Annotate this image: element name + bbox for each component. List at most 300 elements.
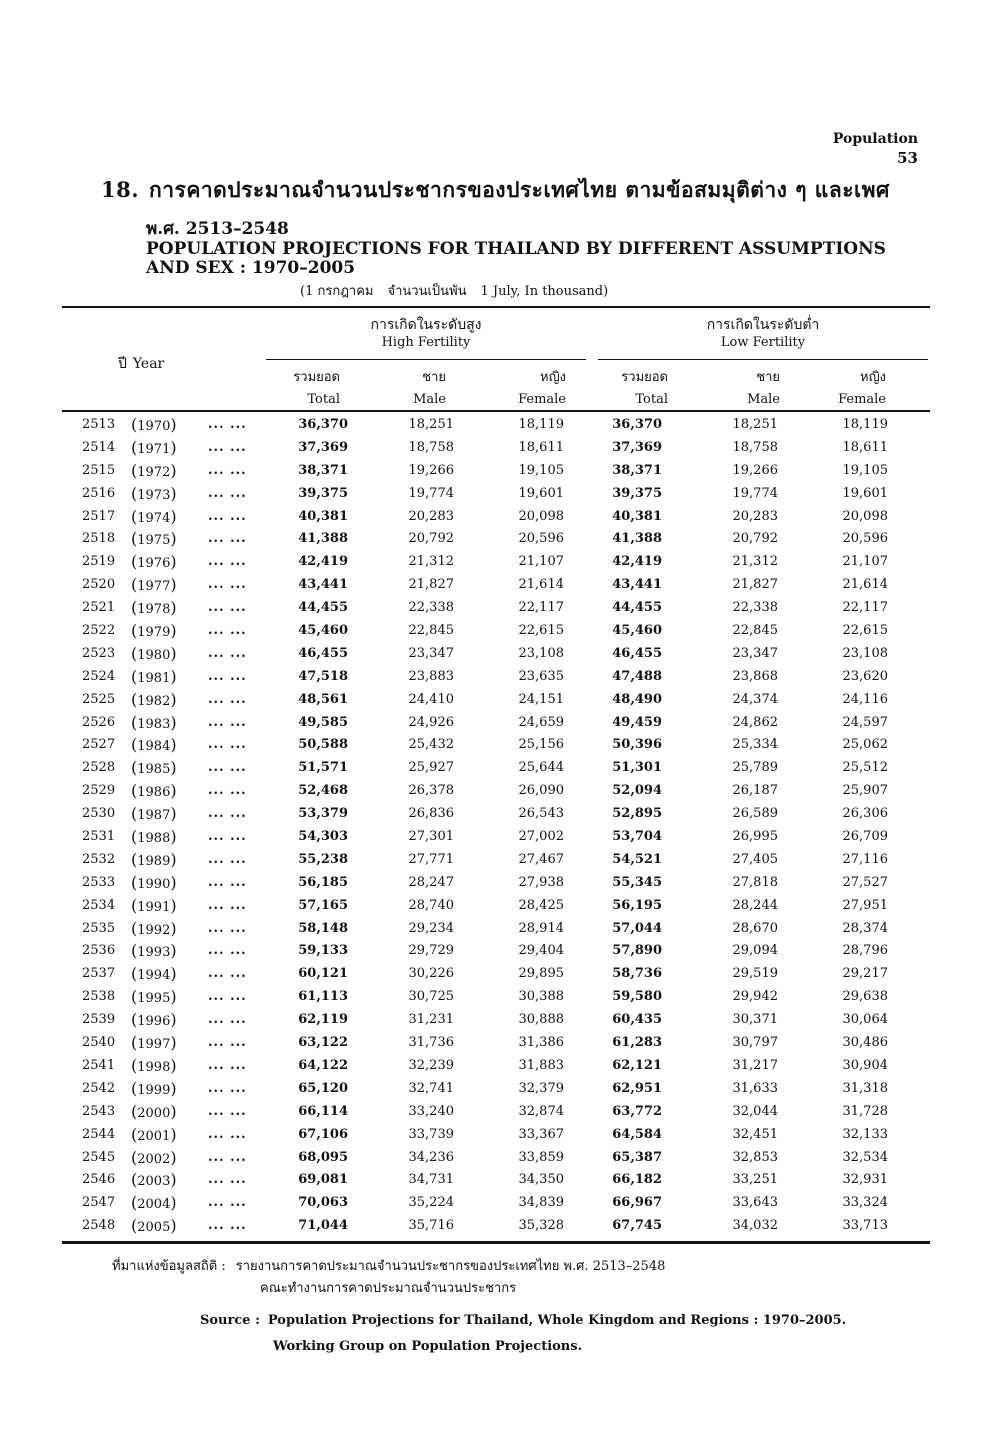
cell-high-male: 25,432	[408, 737, 454, 753]
cell-low-male: 33,643	[732, 1195, 778, 1211]
cell-high-total: 52,468	[298, 783, 348, 799]
col-en: Female	[518, 392, 566, 407]
year-ad-value: 2005	[137, 1220, 171, 1236]
leader-dots: ... ...	[208, 645, 247, 661]
cell-high-male: 33,240	[408, 1103, 454, 1119]
table-row	[0, 963, 990, 986]
leader-dots: ... ...	[208, 1218, 247, 1234]
cell-low-male: 23,347	[732, 645, 778, 661]
cell-high-female: 27,938	[518, 874, 564, 890]
table-row	[0, 849, 990, 872]
cell-low-male: 27,818	[732, 874, 778, 890]
cell-low-male: 22,338	[732, 600, 778, 616]
cell-low-female: 32,534	[842, 1149, 888, 1165]
cell-high-total: 43,441	[298, 577, 348, 593]
year-be: 2537	[82, 966, 116, 982]
cell-low-total: 42,419	[612, 554, 662, 570]
year-ad-value: 1995	[137, 991, 171, 1007]
table-row	[0, 1192, 990, 1215]
cell-high-female: 18,611	[518, 439, 564, 455]
table-row	[0, 551, 990, 574]
cell-high-total: 44,455	[298, 600, 348, 616]
leader-dots: ... ...	[208, 851, 247, 867]
year-ad: (1973)	[131, 483, 177, 503]
unit-thai: จำนวนเป็นพัน	[387, 284, 467, 299]
cell-high-total: 49,585	[298, 714, 348, 730]
cell-low-female: 30,904	[842, 1057, 888, 1073]
leader-dots: ... ...	[208, 806, 247, 822]
cell-low-total: 62,121	[612, 1057, 662, 1073]
year-be: 2548	[82, 1218, 116, 1234]
page-number: 53	[897, 149, 918, 167]
year-ad: (1984)	[131, 735, 177, 755]
cell-low-male: 21,827	[732, 577, 778, 593]
year-ad-value: 1991	[137, 899, 171, 915]
cell-low-female: 22,615	[842, 623, 888, 639]
cell-low-total: 54,521	[612, 851, 662, 867]
cell-high-male: 19,774	[408, 485, 454, 501]
cell-high-male: 19,266	[408, 462, 454, 478]
year-be: 2525	[82, 691, 116, 707]
cell-high-male: 34,236	[408, 1149, 454, 1165]
year-ad-value: 1976	[137, 556, 171, 572]
table-row	[0, 872, 990, 895]
cell-high-total: 37,369	[298, 439, 348, 455]
cell-high-female: 32,379	[518, 1080, 564, 1096]
cell-low-total: 66,182	[612, 1172, 662, 1188]
year-be: 2542	[82, 1080, 116, 1096]
cell-high-total: 58,148	[298, 920, 348, 936]
cell-low-total: 65,387	[612, 1149, 662, 1165]
cell-low-female: 23,108	[842, 645, 888, 661]
leader-dots: ... ...	[208, 577, 247, 593]
source-thai-line1: รายงานการคาดประมาณจำนวนประชากรของประเทศไทย พ.ศ. 2513–2548	[235, 1259, 666, 1274]
leader-dots: ... ...	[208, 1172, 247, 1188]
cell-high-total: 46,455	[298, 645, 348, 661]
year-ad-value: 1970	[137, 419, 171, 434]
cell-low-total: 46,455	[612, 645, 662, 661]
year-be: 2546	[82, 1172, 116, 1188]
table-row	[0, 712, 990, 735]
cell-low-female: 30,064	[842, 1012, 888, 1028]
year-ad-value: 1977	[137, 579, 171, 595]
cell-low-total: 38,371	[612, 462, 662, 478]
group-en: High Fertility	[381, 335, 471, 350]
table-row	[0, 1101, 990, 1124]
cell-low-male: 20,792	[732, 531, 778, 547]
table-row	[0, 940, 990, 963]
cell-low-total: 59,580	[612, 989, 662, 1005]
cell-high-total: 71,044	[298, 1218, 348, 1234]
year-be: 2519	[82, 554, 116, 570]
year-ad-value: 2001	[137, 1128, 171, 1144]
leader-dots: ... ...	[208, 829, 247, 845]
year-ad: (1977)	[131, 575, 177, 595]
cell-high-total: 39,375	[298, 485, 348, 501]
leader-dots: ... ...	[208, 668, 247, 684]
cell-high-female: 28,425	[518, 897, 564, 913]
year-be: 2527	[82, 737, 116, 753]
year-ad-value: 1985	[137, 762, 171, 778]
cell-high-female: 19,601	[518, 485, 564, 501]
cell-high-male: 20,283	[408, 508, 454, 524]
unit-en: 1 July, In thousand)	[480, 284, 609, 299]
cell-low-female: 18,119	[842, 417, 888, 432]
cell-high-male: 31,736	[408, 1035, 454, 1051]
year-ad-value: 1994	[137, 968, 171, 984]
year-be: 2517	[82, 508, 116, 524]
cell-low-female: 33,324	[842, 1195, 888, 1211]
cell-high-total: 67,106	[298, 1126, 348, 1142]
cell-high-female: 18,119	[518, 417, 564, 432]
cell-high-male: 32,239	[408, 1057, 454, 1073]
source-thai-line2: คณะทำงานการคาดประมาณจำนวนประชากร	[260, 1281, 517, 1296]
cell-high-female: 27,002	[518, 829, 564, 845]
year-ad-value: 1981	[137, 670, 171, 686]
year-ad: (1974)	[131, 506, 177, 526]
year-be: 2534	[82, 897, 116, 913]
cell-low-female: 23,620	[842, 668, 888, 684]
cell-high-male: 23,883	[408, 668, 454, 684]
cell-low-male: 24,862	[732, 714, 778, 730]
year-ad-value: 1973	[137, 487, 171, 503]
year-be: 2513	[82, 417, 116, 432]
cell-high-male: 30,725	[408, 989, 454, 1005]
table-row	[0, 895, 990, 918]
cell-high-female: 29,895	[518, 966, 564, 982]
cell-high-female: 21,614	[518, 577, 564, 593]
cell-low-male: 29,942	[732, 989, 778, 1005]
year-ad: (2001)	[131, 1124, 177, 1144]
cell-high-female: 20,098	[518, 508, 564, 524]
year-ad-value: 1999	[137, 1082, 171, 1098]
year-ad-value: 1974	[137, 510, 171, 526]
cell-high-male: 24,926	[408, 714, 454, 730]
cell-high-male: 18,251	[408, 417, 454, 432]
year-be: 2533	[82, 874, 116, 890]
cell-low-male: 25,334	[732, 737, 778, 753]
cell-low-total: 48,490	[612, 691, 662, 707]
cell-low-female: 19,601	[842, 485, 888, 501]
leader-dots: ... ...	[208, 1103, 247, 1119]
cell-low-total: 64,584	[612, 1126, 662, 1142]
cell-low-female: 21,107	[842, 554, 888, 570]
group-header-high-fertility	[266, 316, 586, 352]
cell-high-male: 28,740	[408, 897, 454, 913]
table-row	[0, 1215, 990, 1238]
cell-low-total: 49,459	[612, 714, 662, 730]
cell-low-female: 21,614	[842, 577, 888, 593]
cell-high-male: 24,410	[408, 691, 454, 707]
year-ad-value: 2002	[137, 1151, 171, 1167]
leader-dots: ... ...	[208, 485, 247, 501]
year-be: 2539	[82, 1012, 116, 1028]
cell-low-female: 30,486	[842, 1035, 888, 1051]
cell-low-female: 31,318	[842, 1080, 888, 1096]
cell-high-female: 30,388	[518, 989, 564, 1005]
cell-high-female: 23,108	[518, 645, 564, 661]
cell-low-female: 24,116	[842, 691, 888, 707]
year-ad: (2005)	[131, 1216, 177, 1236]
cell-high-female: 33,859	[518, 1149, 564, 1165]
cell-low-female: 27,951	[842, 897, 888, 913]
col-en: Female	[838, 392, 886, 407]
cell-low-female: 20,098	[842, 508, 888, 524]
header-bottom-rule	[62, 410, 930, 412]
cell-high-total: 41,388	[298, 531, 348, 547]
source-thai	[112, 1256, 665, 1300]
col-en: Total	[307, 392, 340, 407]
cell-high-total: 45,460	[298, 623, 348, 639]
table-row	[0, 643, 990, 666]
year-ad-value: 1986	[137, 785, 171, 801]
year-be: 2526	[82, 714, 116, 730]
table-row	[0, 483, 990, 506]
year-column-header	[118, 353, 170, 375]
col-thai: รวมยอด	[621, 370, 668, 385]
cell-low-female: 18,611	[842, 439, 888, 455]
year-be: 2518	[82, 531, 116, 547]
year-ad-value: 1989	[137, 853, 171, 869]
year-ad: (1986)	[131, 781, 177, 801]
cell-high-male: 27,771	[408, 851, 454, 867]
year-ad: (1998)	[131, 1055, 177, 1075]
cell-high-male: 29,729	[408, 943, 454, 959]
cell-high-total: 64,122	[298, 1057, 348, 1073]
year-be: 2541	[82, 1057, 116, 1073]
year-be: 2543	[82, 1103, 116, 1119]
table-row	[0, 1009, 990, 1032]
leader-dots: ... ...	[208, 554, 247, 570]
year-ad-value: 1988	[137, 831, 171, 847]
cell-high-male: 35,224	[408, 1195, 454, 1211]
cell-high-total: 63,122	[298, 1035, 348, 1051]
year-ad-value: 1992	[137, 922, 171, 938]
cell-high-total: 70,063	[298, 1195, 348, 1211]
column-header-high-total	[250, 367, 340, 411]
table-title-english: POPULATION PROJECTIONS FOR THAILAND BY DIFFERENT ASSUMPTIONS AND SEX : 1970–2005	[146, 239, 886, 278]
cell-low-male: 31,633	[732, 1080, 778, 1096]
cell-low-total: 53,704	[612, 829, 662, 845]
cell-high-male: 34,731	[408, 1172, 454, 1188]
cell-high-female: 34,350	[518, 1172, 564, 1188]
table-row	[0, 1169, 990, 1192]
cell-high-total: 40,381	[298, 508, 348, 524]
cell-low-total: 44,455	[612, 600, 662, 616]
table-row	[0, 574, 990, 597]
cell-high-female: 21,107	[518, 554, 564, 570]
table-title-thai	[101, 174, 890, 207]
col-en: Total	[635, 392, 668, 407]
year-ad-value: 1997	[137, 1037, 171, 1053]
year-ad-value: 1978	[137, 602, 171, 618]
cell-high-female: 26,090	[518, 783, 564, 799]
cell-low-female: 28,796	[842, 943, 888, 959]
cell-low-total: 58,736	[612, 966, 662, 982]
leader-dots: ... ...	[208, 1149, 247, 1165]
leader-dots: ... ...	[208, 783, 247, 799]
cell-low-male: 19,774	[732, 485, 778, 501]
leader-dots: ... ...	[208, 966, 247, 982]
year-ad: (1971)	[131, 437, 177, 457]
cell-low-female: 26,709	[842, 829, 888, 845]
year-be: 2529	[82, 783, 116, 799]
cell-low-male: 26,589	[732, 806, 778, 822]
leader-dots: ... ...	[208, 943, 247, 959]
cell-low-male: 29,519	[732, 966, 778, 982]
cell-low-total: 39,375	[612, 485, 662, 501]
cell-high-male: 31,231	[408, 1012, 454, 1028]
table-row	[0, 1032, 990, 1055]
cell-low-female: 22,117	[842, 600, 888, 616]
group-rule-low	[598, 359, 928, 360]
year-ad: (1996)	[131, 1010, 177, 1030]
year-ad: (1992)	[131, 918, 177, 938]
cell-high-female: 33,367	[518, 1126, 564, 1142]
leader-dots: ... ...	[208, 1080, 247, 1096]
cell-high-female: 31,883	[518, 1057, 564, 1073]
cell-low-female: 32,133	[842, 1126, 888, 1142]
title-thai-text: การคาดประมาณจำนวนประชากรของประเทศไทย ตามข้อสมมุติต่าง ๆ และเพศ	[149, 177, 890, 202]
column-header-high-female	[466, 367, 566, 411]
cell-high-female: 24,151	[518, 691, 564, 707]
year-ad-value: 1982	[137, 693, 171, 709]
cell-low-female: 27,116	[842, 851, 888, 867]
leader-dots: ... ...	[208, 1012, 247, 1028]
year-ad-value: 1975	[137, 533, 171, 549]
year-ad: (1972)	[131, 460, 177, 480]
cell-high-male: 22,845	[408, 623, 454, 639]
col-thai: ชาย	[422, 370, 446, 385]
year-be: 2516	[82, 485, 116, 501]
cell-high-female: 32,874	[518, 1103, 564, 1119]
year-ad: (1994)	[131, 964, 177, 984]
year-ad-value: 1971	[137, 441, 171, 457]
cell-low-male: 23,868	[732, 668, 778, 684]
cell-high-total: 66,114	[298, 1103, 348, 1119]
table-body	[0, 414, 990, 1238]
table-row	[0, 1055, 990, 1078]
year-be: 2530	[82, 806, 116, 822]
table-bottom-rule	[62, 1241, 930, 1244]
cell-low-male: 33,251	[732, 1172, 778, 1188]
cell-high-total: 36,370	[298, 417, 348, 432]
cell-low-male: 18,758	[732, 439, 778, 455]
year-ad: (1981)	[131, 666, 177, 686]
cell-low-female: 25,907	[842, 783, 888, 799]
cell-high-total: 65,120	[298, 1080, 348, 1096]
cell-high-female: 30,888	[518, 1012, 564, 1028]
cell-low-total: 41,388	[612, 531, 662, 547]
column-header-low-female	[794, 367, 886, 411]
cell-high-total: 62,119	[298, 1012, 348, 1028]
year-header-thai: ปี	[118, 356, 127, 372]
cell-high-female: 35,328	[518, 1218, 564, 1234]
cell-low-male: 28,244	[732, 897, 778, 913]
cell-low-total: 36,370	[612, 417, 662, 432]
table-row	[0, 414, 990, 437]
cell-low-male: 26,995	[732, 829, 778, 845]
year-ad: (2004)	[131, 1193, 177, 1213]
year-header-en: Year	[132, 356, 165, 372]
year-be: 2538	[82, 989, 116, 1005]
year-be: 2522	[82, 623, 116, 639]
group-header-low-fertility	[598, 316, 928, 352]
year-ad-value: 1983	[137, 716, 171, 732]
leader-dots: ... ...	[208, 989, 247, 1005]
cell-high-total: 38,371	[298, 462, 348, 478]
year-ad: (1987)	[131, 804, 177, 824]
cell-low-male: 22,845	[732, 623, 778, 639]
cell-low-total: 63,772	[612, 1103, 662, 1119]
year-ad: (1988)	[131, 827, 177, 847]
column-header-low-male	[690, 367, 780, 411]
cell-low-male: 29,094	[732, 943, 778, 959]
cell-high-total: 69,081	[298, 1172, 348, 1188]
cell-low-male: 28,670	[732, 920, 778, 936]
cell-low-total: 57,890	[612, 943, 662, 959]
cell-high-female: 29,404	[518, 943, 564, 959]
leader-dots: ... ...	[208, 1126, 247, 1142]
cell-low-male: 32,451	[732, 1126, 778, 1142]
source-english	[200, 1308, 846, 1360]
column-header-low-total	[580, 367, 668, 411]
year-ad: (1999)	[131, 1078, 177, 1098]
cell-low-male: 24,374	[732, 691, 778, 707]
year-be: 2545	[82, 1149, 116, 1165]
cell-high-female: 28,914	[518, 920, 564, 936]
cell-high-male: 23,347	[408, 645, 454, 661]
year-ad: (1997)	[131, 1033, 177, 1053]
cell-high-female: 20,596	[518, 531, 564, 547]
section-label: Population	[832, 131, 918, 147]
leader-dots: ... ...	[208, 760, 247, 776]
leader-dots: ... ...	[208, 897, 247, 913]
cell-high-female: 24,659	[518, 714, 564, 730]
cell-low-total: 45,460	[612, 623, 662, 639]
year-ad-value: 2003	[137, 1174, 171, 1190]
cell-high-total: 56,185	[298, 874, 348, 890]
table-row	[0, 437, 990, 460]
cell-low-female: 32,931	[842, 1172, 888, 1188]
table-row	[0, 1124, 990, 1147]
table-row	[0, 734, 990, 757]
cell-low-total: 66,967	[612, 1195, 662, 1211]
table-row	[0, 620, 990, 643]
year-ad: (2002)	[131, 1147, 177, 1167]
cell-low-female: 29,217	[842, 966, 888, 982]
table-row	[0, 780, 990, 803]
cell-high-total: 55,238	[298, 851, 348, 867]
source-en-label: Source :	[200, 1313, 260, 1328]
leader-dots: ... ...	[208, 600, 247, 616]
year-be: 2520	[82, 577, 116, 593]
cell-high-male: 35,716	[408, 1218, 454, 1234]
year-be: 2532	[82, 851, 116, 867]
col-thai: ชาย	[756, 370, 780, 385]
cell-high-female: 27,467	[518, 851, 564, 867]
cell-high-male: 22,338	[408, 600, 454, 616]
cell-high-total: 51,571	[298, 760, 348, 776]
leader-dots: ... ...	[208, 531, 247, 547]
column-header-high-male	[360, 367, 446, 411]
year-ad: (1978)	[131, 598, 177, 618]
cell-low-total: 56,195	[612, 897, 662, 913]
year-ad-value: 1993	[137, 945, 171, 961]
year-ad-value: 1987	[137, 808, 171, 824]
year-ad-value: 1998	[137, 1059, 171, 1075]
cell-high-total: 48,561	[298, 691, 348, 707]
